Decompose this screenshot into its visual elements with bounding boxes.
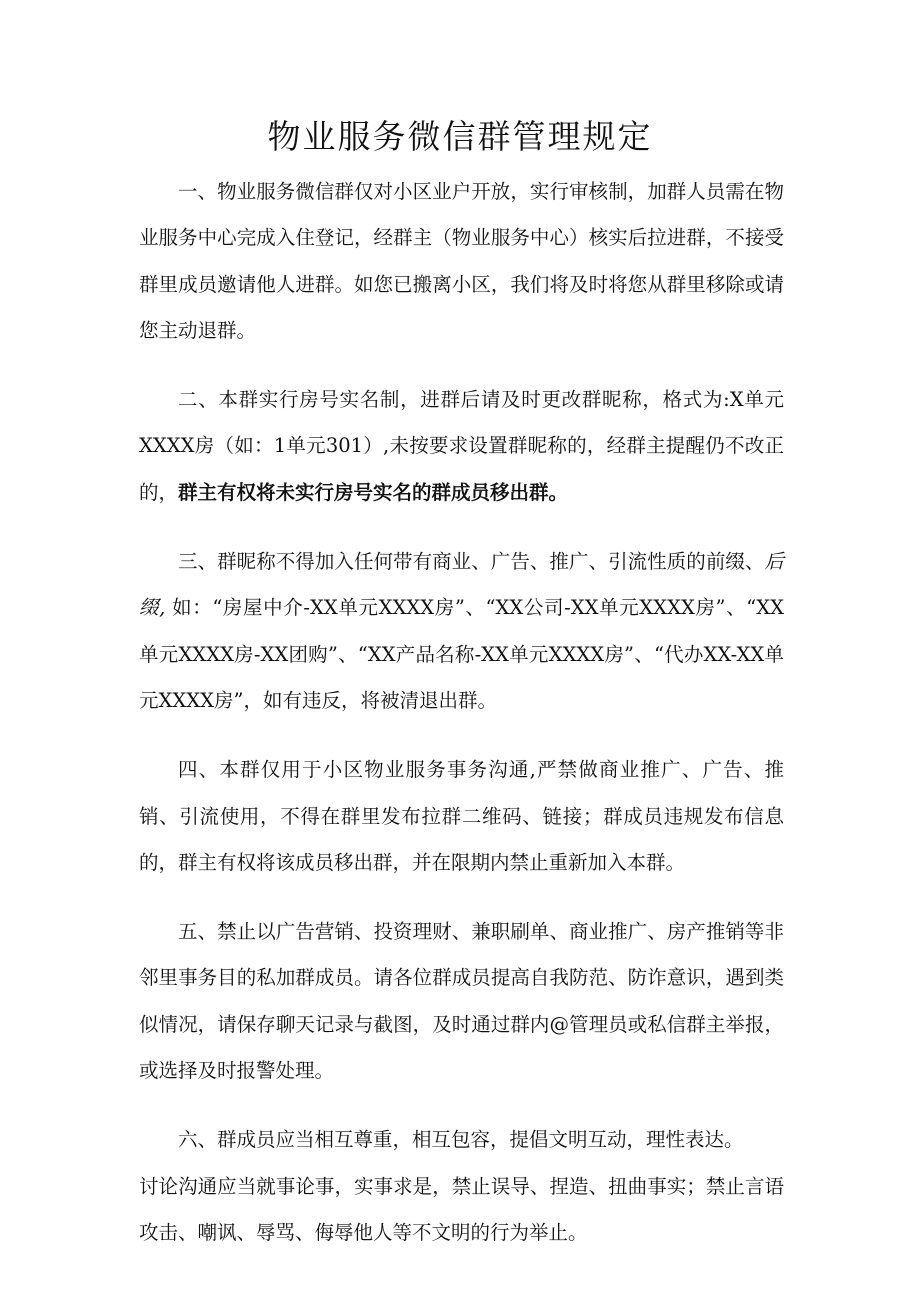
rule-paragraph-6: 六、群成员应当相互尊重，相互包容，提倡文明互动，理性表达。 (178, 1128, 744, 1152)
rule-2-text: 二、本群实行房号实名制，进群后请及时更改群昵称，格式为:X单元XXXX房（如：1单元301）,未按要求设置群昵称的，经群主提醒仍不改正的， (139, 388, 784, 504)
rule-paragraph-6-continued: 讨论沟通应当就事论事，实事求是，禁止误导、捏造、扭曲事实；禁止言语攻击、嘲讽、辱骂、侮辱他人等不文明的行为举止。 (139, 1174, 784, 1244)
document-title: 物业服务微信群管理规定 (267, 117, 653, 156)
rule-paragraph-3 (139, 539, 784, 724)
rule-paragraph-4: 四、本群仅用于小区物业服务事务沟通,严禁做商业推广、广告、推销、引流使用，不得在群里发布拉群二维码、链接；群成员违规发布信息的，群主有权将该成员移出群，并在限期内禁止重新加入本群。 (139, 758, 784, 874)
rule-paragraph-1: 一、物业服务微信群仅对小区业户开放，实行审核制，加群人员需在物业服务中心完成入住登记，经群主（物业服务中心）核实后拉进群，不接受群里成员邀请他人进群。如您已搬离小区，我们将及时将您从群里移除或请您主动退群。 (139, 180, 784, 342)
rule-3-text-start: 三、群昵称不得加入任何带有商业、广告、推广、引流性质的前缀、 (178, 550, 765, 574)
rule-paragraph-5: 五、禁止以广告营销、投资理财、兼职刷单、商业推广、房产推销等非邻里事务目的私加群成员。请各位群成员提高自我防范、防诈意识，遇到类似情况，请保存聊天记录与截图，及时通过群内@管理员或私信群主举报，或选择及时报警处理。 (139, 920, 784, 1083)
rule-3-text-rest: 如：“房屋中介-XX单元XXXX房”、“XX公司-XX单元XXXX房”、“XX单元XXXX房-XX团购”、“XX产品名称-XX单元XXXX房”、“代办XX-XX单元XXXX房”，如有违反，将被清退出群。 (139, 596, 784, 712)
rule-paragraph-2 (139, 377, 784, 516)
rule-2-bold-text: 群主有权将未实行房号实名的群成员移出群。 (178, 480, 569, 504)
document-body (139, 169, 784, 1256)
rule-3-italic-text: 后缀, (139, 550, 784, 620)
